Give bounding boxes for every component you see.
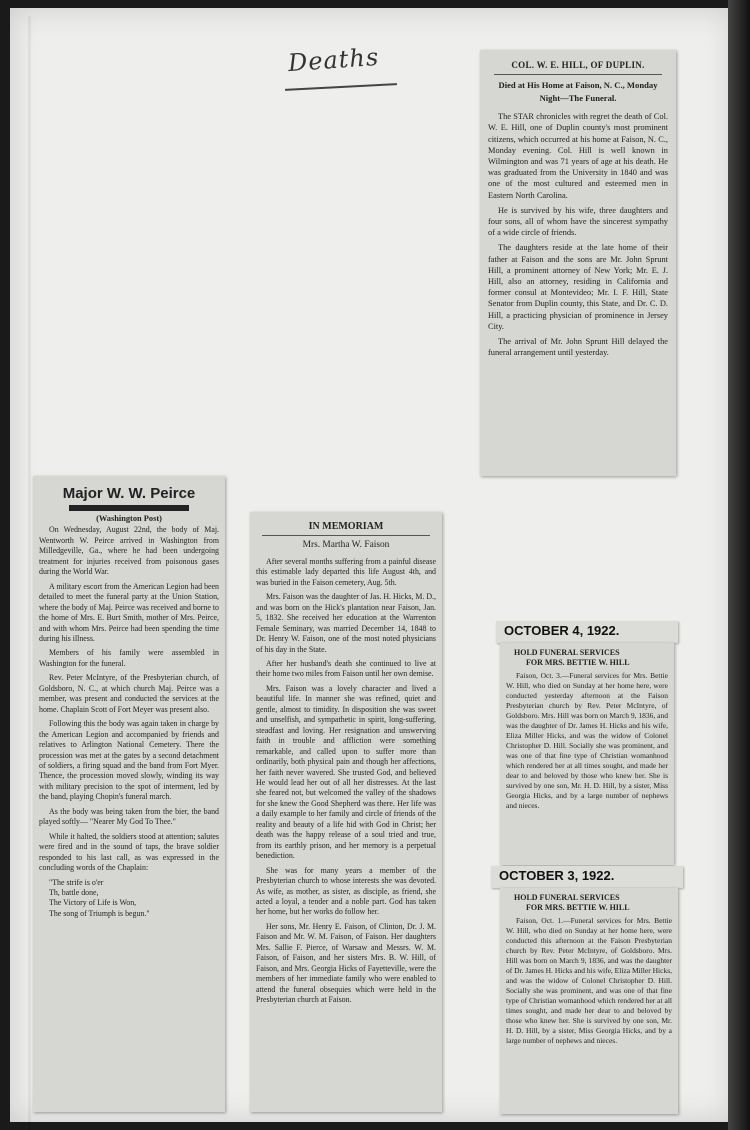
- clipping-col-hill: [480, 50, 676, 476]
- paragraph: Faison, Oct. 1.—Funeral services for Mrs. Bettie W. Hill, who died on Sunday at her home here, were conducted this afternoon at the Faison Presbyterian church by Rev. Peter McIntyre, of Goldsboro. Mrs. Hill was born on March 9, 1836, and was the daughter of Dr. James H. Hicks and his wife, Eliza Miller Hicks, and was the widow of Colonel Christopher D. Hill. Socially she was prominent, and was one of that fine type of Christian womanhood which rendered her at all times sought, and made her dear to and beloved by those who knew her. She is survived by one son, Mr. H. D. Hill, by a sister, Miss Georgia Hicks, and by a large number of nephews and nieces.: [506, 916, 672, 1045]
- page-gutter: [28, 16, 31, 1130]
- clipping-title: HOLD FUNERAL SERVICES: [514, 893, 620, 902]
- clipping-source: (Washington Post): [96, 514, 162, 523]
- date-strip: OCTOBER 3, 1922.: [491, 866, 683, 888]
- clipping-major-peirce: [33, 476, 225, 1112]
- divider: [262, 535, 430, 536]
- paragraph: Her sons, Mr. Henry E. Faison, of Clinton, Dr. J. M. Faison and Mr. W. M. Faison, of Faison. Her daughters Mrs. Sallie F. Pierce, of Warsaw and Messrs. W. M. Faison, of Faison, and her sisters Mrs. B. W. Hill, of Faison, and Mrs. Georgia Hicks of Fayetteville, were the members of her immediate family who were enabled to attend the funeral obsequies which were held in the Presbyterian church at Faison.: [256, 921, 436, 1005]
- paragraph: After several months suffering from a painful disease this estimable lady departed this life August 4th, and was buried in the Faison cemetery, Aug. 5th.: [256, 556, 436, 587]
- handwritten-heading: Deaths: [287, 42, 381, 78]
- date-strip: OCTOBER 4, 1922.: [496, 621, 678, 643]
- clipping-title: HOLD FUNERAL SERVICES: [514, 648, 620, 657]
- clipping-body: [488, 111, 668, 358]
- clipping-body: [256, 557, 436, 1006]
- paragraph: Following this the body was again taken in charge by the American Legion and accompanied by friends and relatives to Arlington National Cemetery. There the procession was met at the gates by a second detachment of soldiers, a firing squad and the band from Fort Myer. Thence, the procession moved slowly, winding its way with military precision to the spot of interment, led by the band, playing Chopin's funeral march.: [39, 719, 219, 802]
- clipping-subtitle: FOR MRS. BETTIE W. HILL: [526, 903, 630, 912]
- clipping-subtitle: Mrs. Martha W. Faison: [302, 540, 390, 551]
- paragraph: Members of his family were assembled in Washington for the funeral.: [39, 648, 219, 668]
- paragraph: On Wednesday, August 22nd, the body of Maj. Wentworth W. Peirce arrived in Washington from Milledgeville, Ga., where he had been undergoing treatment for injuries received from poisonous gases during the World War.: [39, 525, 219, 577]
- clipping-body: [39, 525, 219, 919]
- clipping-bettie-hill-oct3: [500, 888, 678, 1114]
- paragraph: The daughters reside at the late home of their father at Faison and the sons are Mr. John Sprunt Hill, a prominent attorney of New York; Mr. E. J. Hill, also an attorney, residing in California and former consul at Montevideo; Mr. I. F. Hill, State Senator from Duplin county, this State, and Dr. C. D. Hill, a practicing physician of prominence in Jersey City.: [488, 243, 668, 331]
- clipping-body: [506, 671, 668, 811]
- verse-line: The Victory of Life is Won,: [49, 898, 137, 908]
- clipping-in-memoriam: [250, 512, 442, 1112]
- divider: [494, 74, 662, 75]
- verse-line: The song of Triumph is begun.": [49, 908, 150, 918]
- paragraph: A military escort from the American Legion had been detailed to meet the funeral party at the Union Station, where the body of Maj. Peirce was received and borne to the home of Mrs. E. Burt Smith, mother of Mrs. Peirce, and with whom Mrs. Peirce had been spending the time during his illness.: [39, 581, 219, 643]
- clipping-body: [506, 916, 672, 1046]
- paragraph: Mrs. Faison was the daughter of Jas. H. Hicks, M. D., and was born on the Hick's plantation near Faison, Jan. 5, 1832. She received her education at the Warrenton Female Seminary, was married December 14, 1848 to Dr. Henry W. Faison, one of the most noted physicians of his day in the State.: [256, 592, 436, 654]
- paragraph: He is survived by his wife, three daughters and four sons, all of whom have the sincerest sympathy of a wide circle of friends.: [488, 205, 668, 238]
- verse-line: "The strife is o'er: [49, 877, 104, 887]
- paragraph: After her husband's death she continued to live at their home two miles from Faison until her own demise.: [256, 658, 436, 679]
- verse-line: Th, battle done,: [49, 887, 99, 897]
- clipping-title: Major W. W. Peirce: [62, 485, 196, 502]
- paragraph: While it halted, the soldiers stood at attention; salutes were fired and in the sound of taps, the brave soldier responded to his last call, as was expressed in the concluding words of the Chaplain:: [39, 831, 219, 873]
- paragraph: She was for many years a member of the Presbyterian church to whose interests she was devoted. As wife, as mother, as sister, as disciple, as friend, she acted a loyal, a tender and a noble part. God has taken her home, but her works do follow her.: [256, 865, 436, 917]
- paragraph: The STAR chronicles with regret the death of Col. W. E. Hill, one of Duplin county's most prominent citizens, which occurred at his home at Faison, N. C., Monday evening. Col. Hill is well known in Wilmington and was 71 years of age at his death. He was graduated from the University in 1840 and was one of the most cultured and esteemed men in Eastern North Carolina.: [488, 112, 668, 200]
- paragraph: As the body was being taken from the bier, the band played softly— "Nearer My God To Thee.": [39, 806, 219, 827]
- paragraph: Rev. Peter McIntyre, of the Presbyterian church, of Goldsboro, N. C., at which church Maj. Peirce was a member, was present and conducted the services at the home. Chaplain Scott of Fort Meyer was present also.: [39, 673, 219, 714]
- paragraph: Faison, Oct. 3.—Funeral services for Mrs. Bettie W. Hill, who died on Sunday at her home here, were conducted yesterday afternoon at the Faison Presbyterian church by Rev. Peter McIntyre, of Goldsboro. Mrs. Hill was born on March 9, 1836, and was the daughter of Dr. James H. Hicks and his wife, Eliza Miller Hicks, and was the widow of Colonel Christopher D. Hill. Socially she was prominent, and was one of that fine type of Christian womanhood which rendered her at all times sought, and made her dear to and beloved by those who knew her. She is survived by one son, Mr. H. D. Hill, by a sister, Miss Georgia Hicks, and by a large number of nephews and nieces.: [506, 671, 668, 810]
- clipping-subtitle: FOR MRS. BETTIE W. HILL: [526, 658, 630, 667]
- clipping-subtitle: Died at His Home at Faison, N. C., Monday Night—The Funeral.: [498, 80, 658, 104]
- paragraph: Mrs. Faison was a lovely character and lived a beautiful life. In manner she was refined, quiet and gentle, almost to timidity. In disposition she was sweet and unselfish, and sympathetic in spirit, long-suffering, steadfast and loving. Her resignation and unswerving faith in trouble and affliction were something remarkable, and called upon to suffer more than ordinarily, both physical pain and though her affections, her faith never wavered. She trusted God, and believed He would lead her out of all her distresses. At the last she feared not, but welcomed the valley of the shadows for she knew the Good Shepherd was there. Her life was a daily example to her family and circle of friends of the reality and beauty of a life hid with God in Christ; her death was the happy release of a soul tried and true, from its earthly prison, and her memory is a perpetual benediction.: [256, 683, 436, 861]
- paragraph: The arrival of Mr. John Sprunt Hill delayed the funeral arrangement until yesterday.: [488, 337, 668, 358]
- clipping-bettie-hill-oct4: [500, 643, 674, 865]
- title-bar: [69, 505, 189, 511]
- book-spine: [728, 0, 750, 1130]
- clipping-title: IN MEMORIAM: [308, 521, 384, 532]
- clipping-title: COL. W. E. HILL, OF DUPLIN.: [511, 60, 645, 70]
